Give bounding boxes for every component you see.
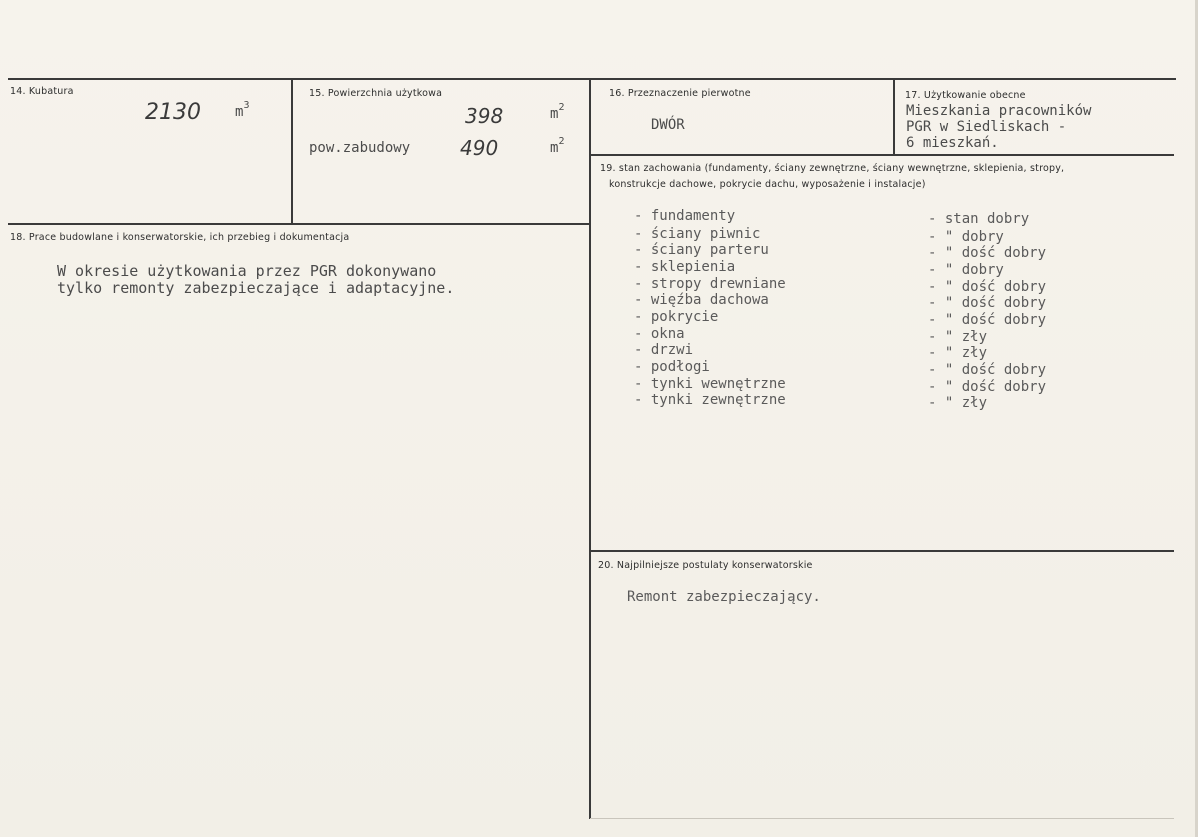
field-17-line-3: 6 mieszkań. <box>906 135 999 151</box>
condition-name: - pokrycie <box>634 309 719 325</box>
field-18-label: 18. Prace budowlane i konserwatorskie, ich przebieg i dokumentacja <box>10 232 350 243</box>
field-19-label-line-2: konstrukcje dachowe, pokrycie dachu, wyposażenie i instalacje) <box>609 179 926 190</box>
field-18-line-1: W okresie użytkowania przez PGR dokonywano <box>57 262 437 280</box>
top-rule <box>8 78 1176 80</box>
condition-state: - " zły <box>928 395 988 411</box>
condition-name: - tynki zewnętrzne <box>634 392 786 408</box>
condition-state: - " zły <box>928 329 988 345</box>
field-16-label: 16. Przeznaczenie pierwotne <box>609 88 751 99</box>
built-area-label: pow.zabudowy <box>309 140 411 156</box>
divider-15-16 <box>589 79 591 819</box>
field-15-label: 15. Powierzchnia użytkowa <box>309 88 443 99</box>
condition-state: - " dobry <box>928 262 1004 278</box>
field-17-label: 17. Użytkowanie obecne <box>905 90 1026 101</box>
condition-name: - stropy drewniane <box>634 276 786 292</box>
rule-under-14-15 <box>8 223 591 225</box>
divider-14-15 <box>291 79 293 224</box>
condition-name: - sklepienia <box>634 259 736 275</box>
field-15-unit: $m^2$ <box>550 102 565 122</box>
field-17-line-2: PGR w Siedliskach - <box>906 119 1067 135</box>
condition-name: - ściany parteru <box>634 242 769 258</box>
field-17-line-1: Mieszkania pracowników <box>906 103 1092 119</box>
condition-name: - drzwi <box>634 342 694 358</box>
condition-state: - " dość dobry <box>928 245 1047 261</box>
condition-state: - " dość dobry <box>928 362 1047 378</box>
built-area-unit: $m^2$ <box>550 136 565 156</box>
field-18-line-2: tylko remonty zabezpieczające i adaptacyjne. <box>57 279 455 297</box>
condition-state: - " zły <box>928 345 988 361</box>
condition-name: - podłogi <box>634 359 710 375</box>
condition-state: - " dość dobry <box>928 312 1047 328</box>
condition-state: - " dobry <box>928 229 1004 245</box>
field-16-value: DWÓR <box>651 117 685 133</box>
divider-16-17 <box>893 79 895 155</box>
rule-under-16-17 <box>590 154 1174 156</box>
rule-under-19 <box>590 550 1174 552</box>
condition-name: - okna <box>634 326 685 342</box>
field-20-value: Remont zabezpieczający. <box>627 589 821 605</box>
condition-name: - więźba dachowa <box>634 292 769 308</box>
field-15-value: 398 <box>465 104 504 128</box>
field-14-label: 14. Kubatura <box>10 86 74 97</box>
field-14-unit: $m^3$ <box>235 100 250 120</box>
condition-name: - tynki wewnętrzne <box>634 376 786 392</box>
condition-state: - " dość dobry <box>928 295 1047 311</box>
field-14-value: 2130 <box>145 100 201 125</box>
condition-state: - " dość dobry <box>928 279 1047 295</box>
field-19-label-line-1: 19. stan zachowania (fundamenty, ściany zewnętrzne, ściany wewnętrzne, sklepienia, stropy, <box>600 163 1065 174</box>
condition-name: - ściany piwnic <box>634 226 761 242</box>
field-20-label: 20. Najpilniejsze postulaty konserwatorskie <box>598 560 813 571</box>
condition-name: - fundamenty <box>634 208 736 224</box>
condition-state: - stan dobry <box>928 211 1030 227</box>
built-area-value: 490 <box>460 136 499 160</box>
condition-state: - " dość dobry <box>928 379 1047 395</box>
bottom-rule <box>590 818 1174 819</box>
